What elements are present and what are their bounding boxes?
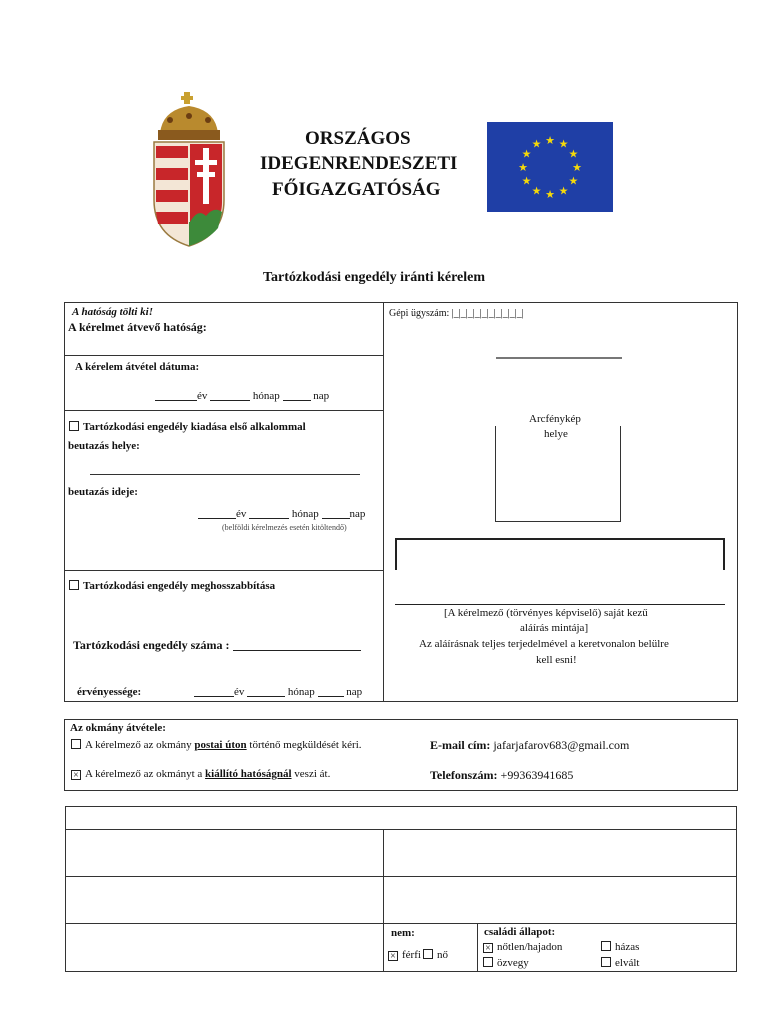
single-checkbox[interactable]: × [483, 943, 493, 953]
phone-row: Telefonszám: +99363941685 [430, 768, 574, 782]
signature-caption-2: aláírás mintája] [520, 622, 589, 634]
form-title: Tartózkodási engedély iránti kérelem [263, 270, 486, 285]
extension-checkbox[interactable] [69, 580, 79, 590]
email-row: E-mail cím: jafarjafarov683@gmail.com [430, 738, 630, 752]
marital-single[interactable]: × nőtlen/hajadon [483, 941, 562, 953]
marital-label: családi állapot: [484, 926, 556, 938]
postal-checkbox[interactable] [71, 739, 81, 749]
sex-label: nem: [391, 927, 415, 939]
case-number: Gépi ügyszám: |_|_|_|_|_|_|_|_|_|_| [389, 308, 524, 319]
eu-star-icon: ★ [545, 189, 555, 201]
eu-star-icon: ★ [558, 138, 569, 151]
eu-star-icon: ★ [521, 148, 532, 161]
postal-option[interactable]: A kérelmező az okmány postai úton történő megküldését kéri. [71, 739, 362, 751]
signature-caption-1: [A kérelmező (törvényes képviselő) saját kezű [444, 607, 648, 619]
issuer-option[interactable]: × A kérelmező az okmányt a kiállító hatóságnál veszi át. [71, 768, 330, 780]
issuer-checkbox[interactable]: × [71, 770, 81, 780]
phone-value[interactable]: +99363941685 [500, 768, 574, 782]
widowed-checkbox[interactable] [483, 957, 493, 967]
first-issue-checkbox[interactable] [69, 421, 79, 431]
eu-star-icon: ★ [568, 175, 579, 188]
marital-divorced[interactable]: elvált [601, 957, 639, 969]
signature-caption-3: Az aláírásnak teljes terjedelmével a keretvonalon belülre [419, 638, 669, 650]
signature-caption-4: kell esni! [536, 654, 577, 666]
first-issue-option[interactable]: Tartózkodási engedély kiadása első alkalommal [69, 421, 306, 433]
female-checkbox[interactable] [423, 949, 433, 959]
divorced-checkbox[interactable] [601, 957, 611, 967]
document-receipt-title: Az okmány átvétele: [70, 722, 166, 734]
marital-married[interactable]: házas [601, 941, 639, 953]
eu-star-icon: ★ [531, 138, 542, 151]
receiving-authority-label: A kérelmet átvevő hatóság: [68, 320, 207, 334]
photo-label-1: Arcfénykép [529, 413, 581, 425]
photo-label-2: helye [544, 428, 568, 440]
authority-note: A hatóság tölti ki! [72, 306, 153, 318]
column-divider [383, 302, 384, 702]
org-name-line-3: FŐIGAZGATÓSÁG [272, 179, 441, 200]
domestic-note: (belföldi kérelmezés esetén kitöltendő) [222, 523, 347, 532]
email-value[interactable]: jafarjafarov683@gmail.com [493, 738, 630, 752]
extension-option[interactable]: Tartózkodási engedély meghosszabbítása [69, 580, 275, 592]
eu-flag [487, 122, 613, 212]
entry-time-label: beutazás ideje: [68, 486, 138, 498]
eu-star-icon: ★ [521, 175, 532, 188]
eu-star-icon: ★ [531, 185, 542, 198]
permit-number-field[interactable] [233, 640, 361, 651]
eu-star-icon: ★ [518, 162, 528, 174]
org-name-line-2: IDEGENRENDESZETI [260, 153, 458, 174]
sex-options[interactable]: × férfi nő [388, 949, 448, 961]
entry-place-label: beutazás helye: [68, 440, 140, 452]
photo-frame [495, 426, 621, 522]
receipt-date-field[interactable]: év hónap nap [155, 390, 329, 402]
eu-star-icon: ★ [558, 185, 569, 198]
org-name-line-1: ORSZÁGOS [305, 128, 411, 149]
eu-star-icon: ★ [572, 162, 582, 174]
validity-label: érvényessége: [77, 686, 142, 698]
eu-star-icon: ★ [568, 148, 579, 161]
married-checkbox[interactable] [601, 941, 611, 951]
entry-time-field[interactable]: év hónap nap [198, 508, 365, 520]
signature-box[interactable] [395, 538, 725, 570]
entry-place-field[interactable] [90, 474, 360, 475]
receipt-date-label: A kérelem átvétel dátuma: [75, 361, 200, 373]
validity-field[interactable]: év hónap nap [194, 686, 362, 698]
hungarian-coat-of-arms [148, 90, 230, 248]
eu-star-icon: ★ [545, 135, 555, 147]
marital-widowed[interactable]: özvegy [483, 957, 529, 969]
male-checkbox[interactable]: × [388, 951, 398, 961]
permit-number-label: Tartózkodási engedély száma : [73, 638, 361, 653]
